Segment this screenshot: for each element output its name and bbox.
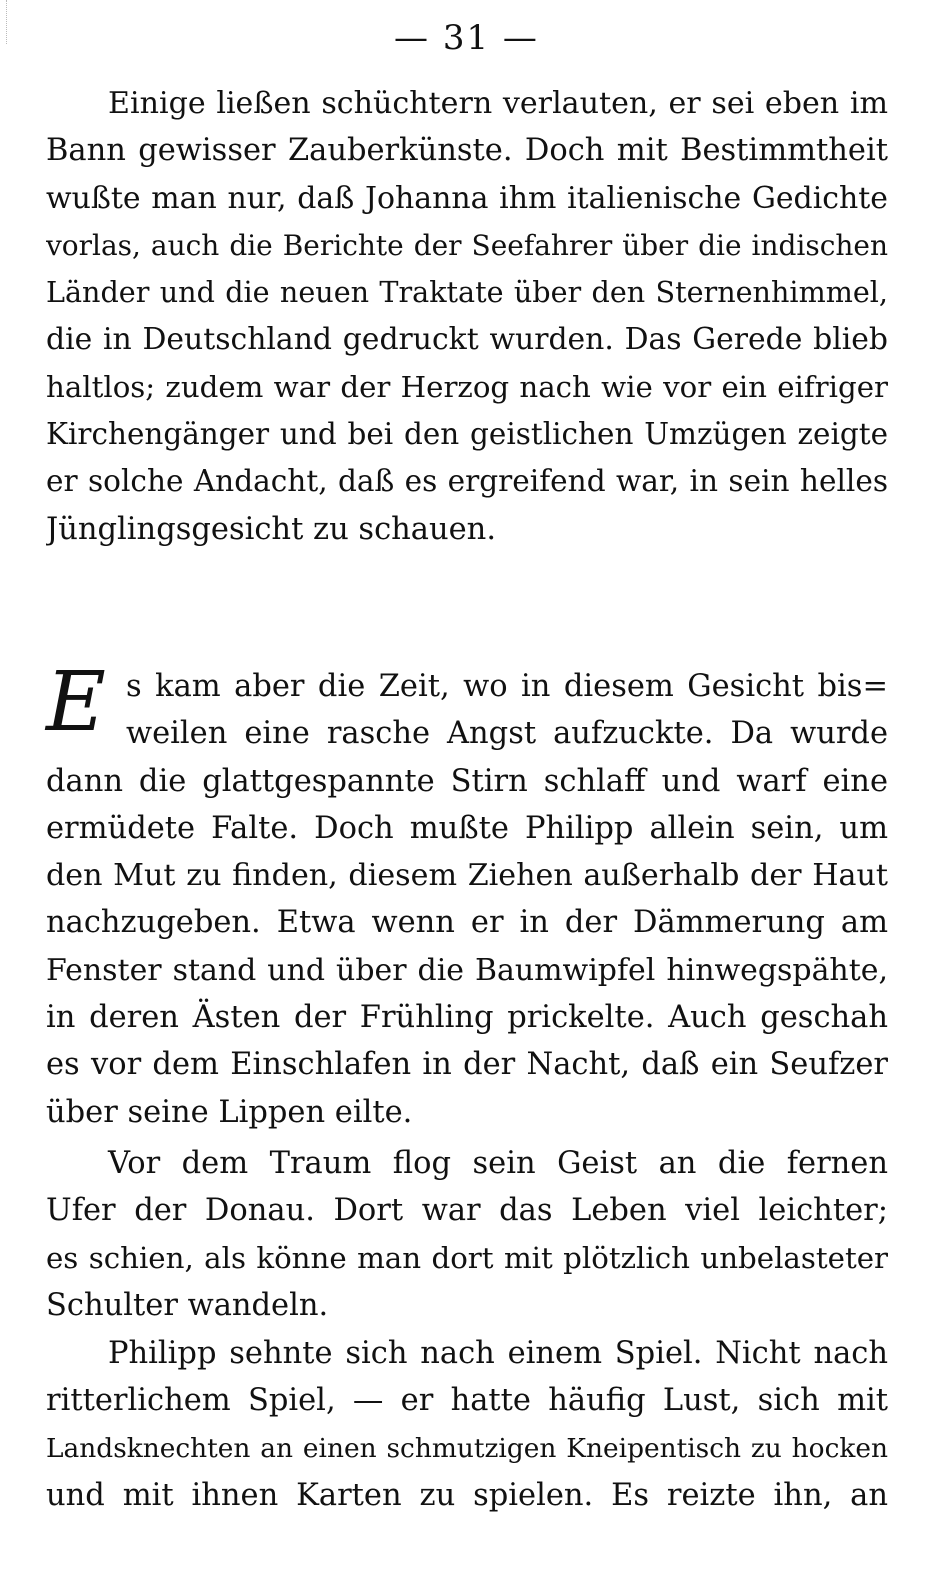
text-line: den Mut zu finden, diesem Ziehen außerhalb der Haut [46,858,888,894]
text-line: Jünglingsgesicht zu schauen. [46,511,497,547]
text-line: Ufer der Donau. Dort war das Leben viel leichter; [46,1193,888,1229]
paragraph-2 [46,655,888,1136]
text-line: dann die glattgespannte Stirn schlaff und warf eine [46,763,888,799]
text-line: Vor dem Traum flog sein Geist an die fernen [108,1146,888,1181]
text-line: Kirchengänger und bei den geistlichen Umzügen zeigte [46,417,888,452]
text-line: Einige ließen schüchtern verlauten, er sei eben im [108,86,888,121]
text-line: und mit ihnen Karten zu spielen. Es reizte ihn, an [46,1477,888,1513]
text-line: in deren Ästen der Frühling prickelte. Auch geschah [46,1000,888,1036]
paragraph-1 [46,80,888,553]
paragraph-4 [46,1330,888,1519]
text-line: es vor dem Einschlafen in der Nacht, daß ein Seufzer [46,1047,888,1083]
paragraph-3 [46,1140,888,1329]
text-line: die in Deutschland gedruckt wurden. Das Gerede blieb [46,322,888,358]
text-line: Landsknechten an einen schmutzigen Kneipentisch zu hocken [46,1432,888,1464]
text-line: wußte man nur, daß Johanna ihm italienische Gedichte [46,180,888,216]
page-number: — 31 — [394,18,539,58]
text-line: über seine Lippen eilte. [46,1094,413,1130]
text-line: weilen eine rasche Angst aufzuckte. Da wurde [126,716,888,752]
drop-cap: E [46,655,106,750]
text-line: ermüdete Falte. Doch mußte Philipp allein sein, um [46,810,888,846]
text-line: Bann gewisser Zauberkünste. Doch mit Bestimmtheit [46,133,888,169]
text-line: nachzugeben. Etwa wenn er in der Dämmerung am [46,905,888,941]
text-line: Länder und die neuen Traktate über den Sternenhimmel, [46,275,888,310]
text-line: Schulter wandeln. [46,1287,329,1323]
text-line: vorlas, auch die Berichte der Seefahrer über die indischen [46,228,888,262]
text-line: ritterlichem Spiel, — er hatte häufig Lust, sich mit [46,1383,888,1419]
text-line: es schien, als könne man dort mit plötzlich unbelasteter [46,1240,888,1275]
text-line: s kam aber die Zeit, wo in diesem Gesicht bis= [126,669,888,704]
text-line: haltlos; zudem war der Herzog nach wie vor ein eifriger [46,369,888,404]
text-line: er solche Andacht, daß es ergreifend war, in sein helles [46,464,888,499]
text-line: Philipp sehnte sich nach einem Spiel. Nicht nach [108,1336,888,1371]
text-line: Fenster stand und über die Baumwipfel hinwegspähte, [46,952,888,988]
